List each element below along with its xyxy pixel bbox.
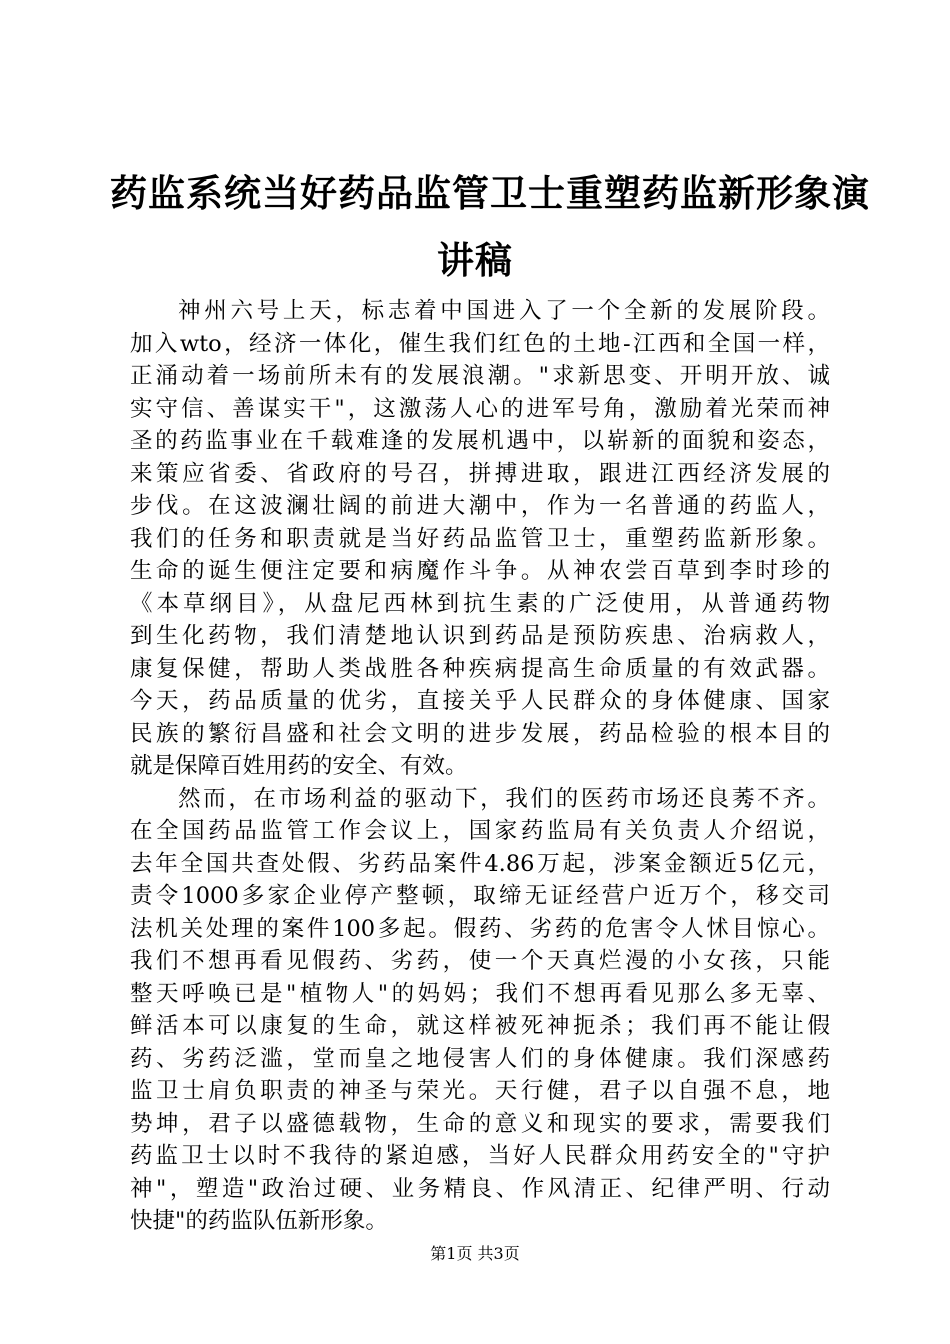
text-line: 药监卫士以时不我待的紧迫感，当好人民群众用药安全的"守护 xyxy=(130,1143,830,1169)
text-line: 来策应省委、省政府的号召，拼搏进取，跟进江西经济发展的 xyxy=(130,460,830,487)
text-line: 药、劣药泛滥，堂而皇之地侵害人们的身体健康。我们深感药 xyxy=(130,1045,830,1072)
text-line: 康复保健，帮助人类战胜各种疾病提高生命质量的有效武器。 xyxy=(130,655,830,682)
text-line: 责令1000多家企业停产整顿，取缔无证经营户近万个，移交司 xyxy=(130,883,830,909)
text-line: 然而，在市场利益的驱动下，我们的医药市场还良莠不齐。 xyxy=(178,785,830,812)
text-line: 神"，塑造"政治过硬、业务精良、作风清正、纪律严明、行动 xyxy=(130,1175,830,1202)
paragraph-2 xyxy=(130,783,830,1238)
paragraph-1 xyxy=(130,295,830,783)
text-line: 正涌动着一场前所未有的发展浪潮。"求新思变、开明开放、诚 xyxy=(130,363,830,389)
text-line: 快捷"的药监队伍新形象。 xyxy=(130,1208,388,1234)
page-footer: 第1页 共3页 xyxy=(430,1244,520,1263)
text-line: 圣的药监事业在千载难逢的发展机遇中，以崭新的面貌和姿态， xyxy=(130,428,830,454)
text-line: 法机关处理的案件100多起。假药、劣药的危害令人怵目惊心。 xyxy=(130,915,830,942)
text-line: 今天，药品质量的优劣，直接关乎人民群众的身体健康、国家 xyxy=(130,688,830,714)
text-line: 步伐。在这波澜壮阔的前进大潮中，作为一名普通的药监人， xyxy=(130,493,830,519)
text-line: 到生化药物，我们清楚地认识到药品是预防疾患、治病救人， xyxy=(130,623,830,649)
text-line: 去年全国共查处假、劣药品案件4.86万起，涉案金额近5亿元， xyxy=(130,850,830,877)
text-line: 《本草纲目》，从盘尼西林到抗生素的广泛使用，从普通药物 xyxy=(130,590,830,617)
text-line: 民族的繁衍昌盛和社会文明的进步发展，药品检验的根本目的 xyxy=(130,720,830,747)
title-line: 药监系统当好药品监管卫士重塑药监新形象演 xyxy=(110,172,870,215)
text-line: 整天呼唤已是"植物人"的妈妈；我们不想再看见那么多无辜、 xyxy=(130,980,830,1007)
text-line: 加入wto，经济一体化，催生我们红色的土地-江西和全国一样， xyxy=(130,330,830,357)
text-line: 就是保障百姓用药的安全、有效。 xyxy=(130,753,468,779)
title-line: 讲稿 xyxy=(437,239,513,282)
text-line: 神州六号上天，标志着中国进入了一个全新的发展阶段。 xyxy=(178,298,830,324)
text-line: 我们不想再看见假药、劣药，使一个天真烂漫的小女孩，只能 xyxy=(130,948,830,974)
text-line: 势坤，君子以盛德载物，生命的意义和现实的要求，需要我们 xyxy=(130,1110,830,1137)
document-body xyxy=(130,295,830,1238)
text-line: 在全国药品监管工作会议上，国家药监局有关负责人介绍说， xyxy=(130,818,830,844)
text-line: 实守信、善谋实干"，这激荡人心的进军号角，激励着光荣而神 xyxy=(130,395,830,422)
document-title xyxy=(110,160,870,294)
text-line: 我们的任务和职责就是当好药品监管卫士，重塑药监新形象。 xyxy=(130,525,830,552)
text-line: 监卫士肩负职责的神圣与荣光。天行健，君子以自强不息，地 xyxy=(130,1078,830,1104)
text-line: 生命的诞生便注定要和病魔作斗争。从神农尝百草到李时珍的 xyxy=(130,558,830,584)
text-line: 鲜活本可以康复的生命，就这样被死神扼杀；我们再不能让假 xyxy=(130,1013,830,1039)
